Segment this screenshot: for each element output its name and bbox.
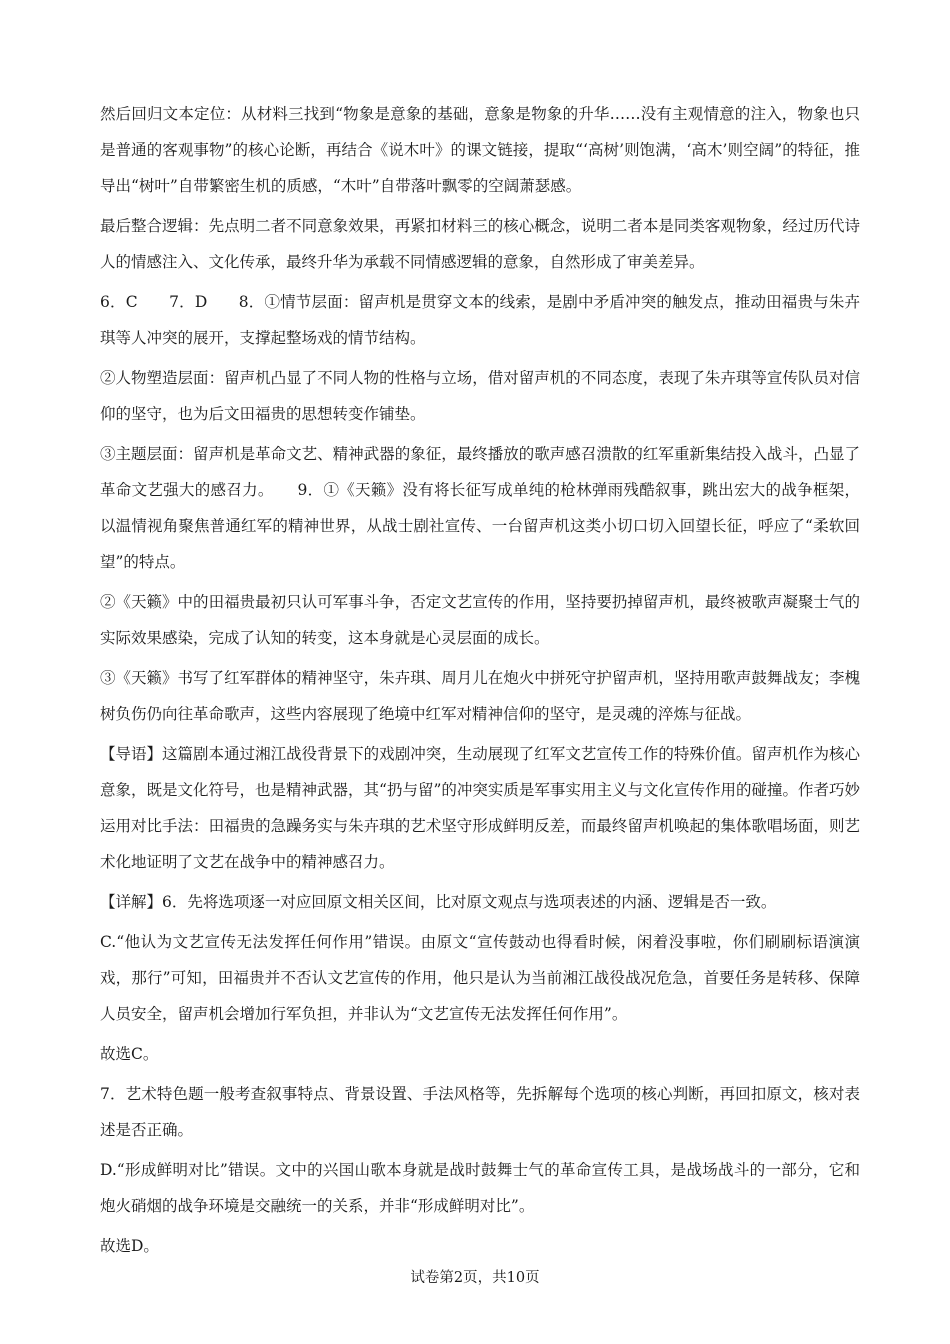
paragraph-answers-6-8: 6．C 7．D 8．①情节层面：留声机是贯穿文本的线索，是剧中矛盾冲突的触发点，推动田福贵与朱卉琪等人冲突的展开，支撑起整场戏的情节结构。 — [100, 293, 861, 347]
document-body — [100, 96, 860, 1268]
paragraph-detail-7: 7．艺术特色题一般考查叙事特点、背景设置、手法风格等，先拆解每个选项的核心判断，再回扣原文，核对表述是否正确。 — [100, 1085, 860, 1139]
paragraph-character-level: ②人物塑造层面：留声机凸显了不同人物的性格与立场，借对留声机的不同态度，表现了朱卉琪等宣传队员对信仰的坚守，也为后文田福贵的思想转变作铺垫。 — [100, 369, 860, 423]
paragraph-choose-d: 故选D。 — [100, 1237, 159, 1255]
paragraph-choose-c: 故选C。 — [100, 1045, 159, 1063]
paragraph-option-d: D.“形成鲜明对比”错误。文中的兴国山歌本身就是战时鼓舞士气的革命宣传工具，是战场战斗的一部分，它和炮火硝烟的战争环境是交融统一的关系，并非“形成鲜明对比”。 — [100, 1161, 860, 1215]
paragraph-guide: 【导语】这篇剧本通过湘江战役背景下的戏剧冲突，生动展现了红军文艺宣传工作的特殊价值。留声机作为核心意象，既是文化符号，也是精神武器，其“扔与留”的冲突实质是军事实用主义与文化宣传作用的碰撞。作者巧妙运用对比手法：田福贵的急躁务实与朱卉琪的艺术坚守形成鲜明反差，而最终留声机唤起的集体歌唱场面，则艺术化地证明了文艺在战争中的精神感召力。 — [100, 745, 860, 871]
page-footer: 试卷第2页，共10页 — [410, 1270, 540, 1286]
paragraph-text-location: 然后回归文本定位：从材料三找到“物象是意象的基础，意象是物象的升华……没有主观情意的注入，物象也只是普通的客观事物”的核心论断，再结合《说木叶》的课文链接，提取“‘高树’则饱满，‘高木’则空阔”的特征，推导出“树叶”自带繁密生机的质感，“木叶”自带落叶飘零的空阔萧瑟感。 — [100, 105, 860, 195]
paragraph-detail-6: 【详解】6．先将选项逐一对应回原文相关区间，比对原文观点与选项表述的内涵、逻辑是否一致。 — [100, 893, 777, 911]
paragraph-theme-level: ③主题层面：留声机是革命文艺、精神武器的象征，最终播放的歌声感召溃散的红军重新集结投入战斗，凸显了革命文艺强大的感召力。 9．①《天籁》没有将长征写成单纯的枪林弹雨残酷叙事，跳出宏大的战争框架，以温情视角聚焦普通红军的精神世界，从战士剧社宣传、一台留声机这类小切口切入回望长征，呼应了“柔软回望”的特点。 — [100, 445, 860, 571]
paragraph-spirit-persistence: ③《天籁》书写了红军群体的精神坚守，朱卉琪、周月儿在炮火中拼死守护留声机，坚持用歌声鼓舞战友；李槐树负伤仍向往革命歌声，这些内容展现了绝境中红军对精神信仰的坚守，是灵魂的淬炼与征战。 — [100, 669, 860, 723]
paragraph-tianfugui-growth: ②《天籁》中的田福贵最初只认可军事斗争，否定文艺宣传的作用，坚持要扔掉留声机，最终被歌声凝聚士气的实际效果感染，完成了认知的转变，这本身就是心灵层面的成长。 — [100, 593, 860, 647]
paragraph-integrate-logic: 最后整合逻辑：先点明二者不同意象效果，再紧扣材料三的核心概念，说明二者本是同类客观物象，经过历代诗人的情感注入、文化传承，最终升华为承载不同情感逻辑的意象，自然形成了审美差异。 — [100, 217, 860, 271]
paragraph-option-c: C.“他认为文艺宣传无法发挥任何作用”错误。由原文“宣传鼓动也得看时候，闲着没事啦，你们刷刷标语演演戏，那行”可知，田福贵并不否认文艺宣传的作用，他只是认为当前湘江战役战况危急，首要任务是转移、保障人员安全，留声机会增加行军负担，并非认为“文艺宣传无法发挥任何作用”。 — [100, 933, 860, 1023]
